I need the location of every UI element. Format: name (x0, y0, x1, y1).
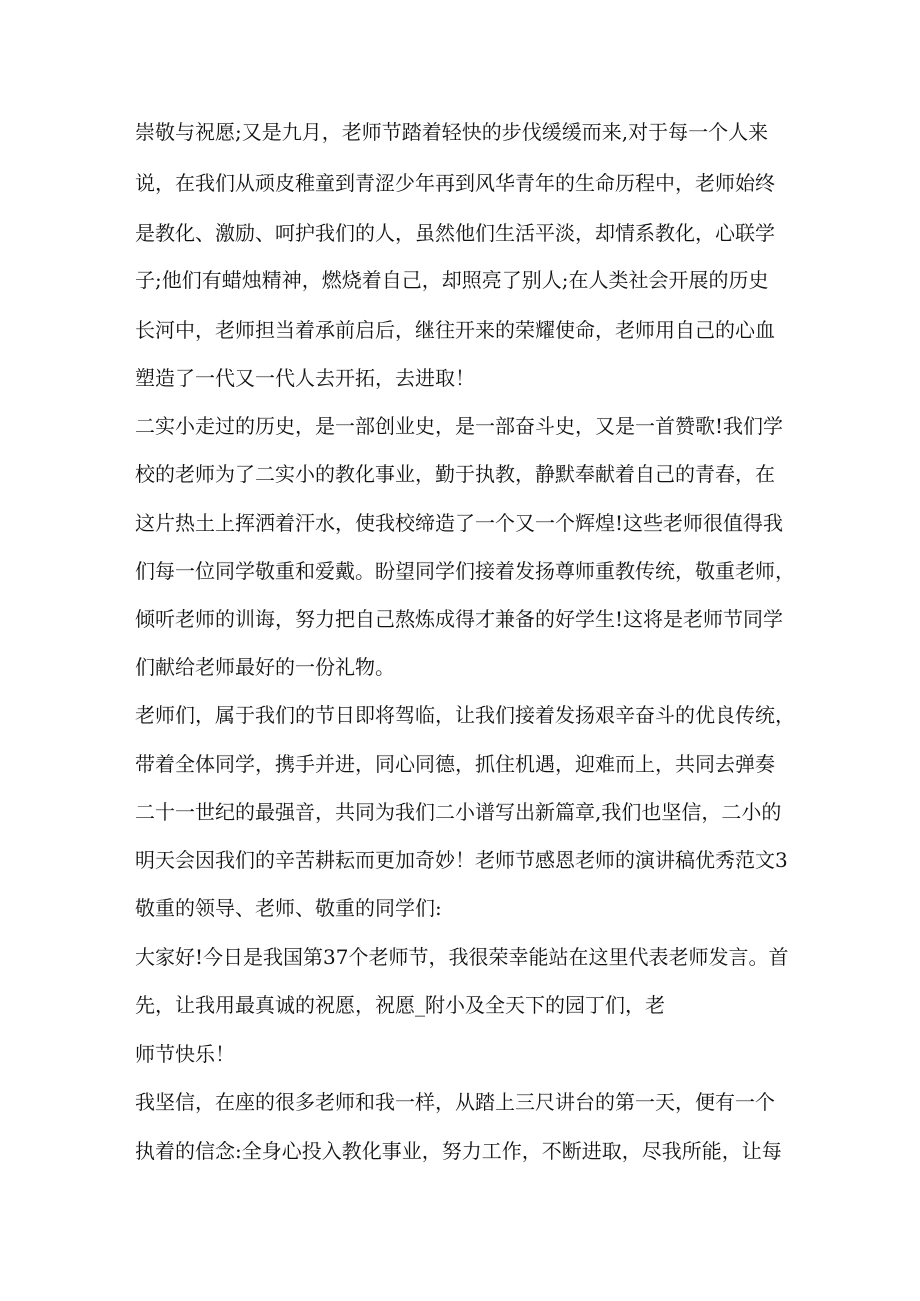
text-line: 崇敬与祝愿;又是九月，老师节踏着轻快的步伐缓缓而来,对于每一个人来 (135, 120, 769, 144)
text-line: 校的老师为了二实小的教化事业，勤于执教，静默奉献着自己的青春，在 (135, 462, 775, 486)
text-line: 说，在我们从顽皮稚童到青涩少年再到风华青年的生命历程中，老师始终 (135, 171, 775, 195)
text-line: 是教化、激励、呵护我们的人，虽然他们生活平淡，却情系教化，心联学 (135, 221, 775, 245)
text-line: 先，让我用最真诚的祝愿，祝愿_附小及全天下的园丁们，老 (135, 993, 665, 1017)
text-line: 长河中，老师担当着承前启后，继往开来的荣耀使命，老师用自己的心血 (135, 318, 775, 342)
text-line: 带着全体同学，携手并进，同心同德，抓住机遇，迎难而上，共同去弹奏 (135, 752, 775, 776)
text-line: 执着的信念:全身心投入教化事业，努力工作，不断进取，尽我所能，让每 (135, 1139, 782, 1163)
text-line: 明天会因我们的辛苦耕耘而更加奇妙！老师节感恩老师的演讲稿优秀范文3 (135, 848, 788, 872)
text-line: 们每一位同学敬重和爱戴。盼望同学们接着发扬尊师重教传统，敬重老师， (135, 559, 795, 583)
salutation-line: 敬重的领导、老师、敬重的同学们: (135, 896, 442, 920)
text-line: 大家好!今日是我国第37个老师节，我很荣幸能站在这里代表老师发言。首 (135, 945, 789, 969)
text-line: 老师们，属于我们的节日即将驾临，让我们接着发扬艰辛奋斗的优良传统， (135, 703, 795, 727)
text-line: 二十一世纪的最强音，共同为我们二小谱写出新篇章,我们也坚信，二小的 (135, 800, 782, 824)
text-line: 这片热土上挥洒着汗水，使我校缔造了一个又一个辉煌!这些老师很值得我 (135, 511, 784, 535)
text-line: 我坚信，在座的很多老师和我一样，从踏上三尺讲台的第一天，便有一个 (135, 1090, 775, 1114)
text-line: 二实小走过的历史，是一部创业史，是一部奋斗史，又是一首赞歌!我们学 (135, 414, 784, 438)
text-line: 塑造了一代又一代人去开拓，去进取！ (135, 366, 475, 390)
text-line: 们献给老师最好的一份礼物。 (135, 655, 395, 679)
text-line: 倾听老师的训诲，努力把自己熬炼成得才兼备的好学生!这将是老师节同学 (135, 607, 784, 631)
text-line: 师节快乐！ (135, 1042, 235, 1066)
text-line: 子;他们有蜡烛精神，燃烧着自己，却照亮了别人;在人类社会开展的历史 (135, 268, 769, 292)
